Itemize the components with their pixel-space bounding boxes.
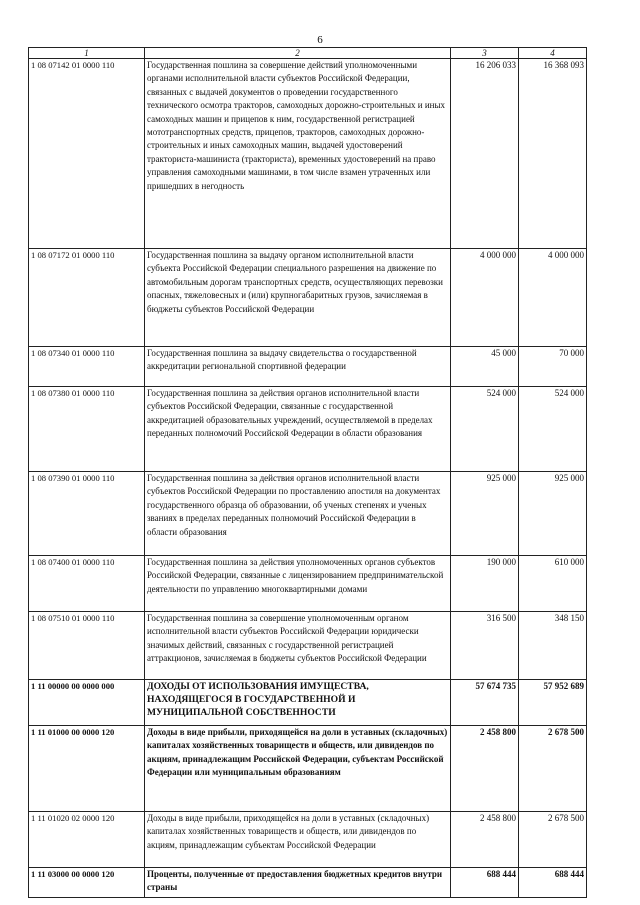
table-row [29,249,587,347]
table-row [29,726,587,812]
row-amount-2018: 524 000 [451,387,519,472]
row-code: 1 08 07400 01 0000 110 [29,556,145,612]
row-description: Государственная пошлина за совершение действий уполномоченными органами исполнительной власти субъектов Российской Федерации, связанных с выдачей документов о проведении государственного технического осмотра тракторов, самоходных дорожно-строительных и иных самоходных машин и прицепов к ним, государственной регистрацией мототранспортных средств, прицепов, тракторов, самоходных дорожно-строительных и иных самоходных машин, выдачей удостоверений тракториста-машиниста (тракториста), временных удостоверений на право управления самоходными машинами, в том числе взамен утраченных или пришедших в негодность [145,59,451,249]
row-code: 1 08 07142 01 0000 110 [29,59,145,249]
row-code: 1 11 03000 00 0000 120 [29,868,145,898]
row-amount-2019: 610 000 [519,556,587,612]
header-row [29,48,587,59]
row-amount-2019: 4 000 000 [519,249,587,347]
table-row [29,387,587,472]
row-description: Государственная пошлина за совершение уполномоченным органом исполнительной власти субъектов Российской Федерации юридически значимых действий, связанных с государственной регистрацией аттракционов, зачисляемая в бюджеты субъектов Российской Федерации [145,612,451,680]
row-amount-2018: 925 000 [451,472,519,556]
row-description: Доходы в виде прибыли, приходящейся на доли в уставных (складочных) капиталах хозяйственных товариществ и обществ, или дивидендов по акциям, принадлежащим Российской Федерации, субъектам Российской Федерации или муниципальным образованиям [145,726,451,812]
page-number: 6 [317,34,323,46]
row-description: Государственная пошлина за выдачу органом исполнительной власти субъекта Российской Федерации специального разрешения на движение по автомобильным дорогам транспортных средств, осуществляющих перевозки опасных, тяжеловесных и (или) крупногабаритных грузов, зачисляемая в бюджеты субъектов Российской Федерации [145,249,451,347]
row-code: 1 08 07340 01 0000 110 [29,347,145,387]
row-amount-2019: 2 678 500 [519,812,587,868]
row-amount-2019: 70 000 [519,347,587,387]
table-row [29,868,587,898]
table-row [29,812,587,868]
row-amount-2018: 57 674 735 [451,680,519,726]
row-code: 1 08 07390 01 0000 110 [29,472,145,556]
row-description: Государственная пошлина за действия уполномоченных органов субъектов Российской Федерации, связанные с лицензированием предпринимательской деятельности по управлению многоквартирными домами [145,556,451,612]
row-description: Государственная пошлина за выдачу свидетельства о государственной аккредитации региональной спортивной федерации [145,347,451,387]
row-description: Проценты, полученные от предоставления бюджетных кредитов внутри страны [145,868,451,898]
row-description: Государственная пошлина за действия органов исполнительной власти субъектов Российской Федерации, связанные с государственной аккредитацией образовательных учреждений, осуществляемой в пределах переданных полномочий Российской Федерации в области образования [145,387,451,472]
row-amount-2018: 4 000 000 [451,249,519,347]
row-amount-2019: 925 000 [519,472,587,556]
column-number-1: 1 [29,48,145,59]
row-amount-2018: 16 206 033 [451,59,519,249]
table-row [29,347,587,387]
row-code: 1 08 07172 01 0000 110 [29,249,145,347]
revenue-table [28,47,587,898]
column-number-2: 2 [145,48,451,59]
row-code: 1 11 00000 00 0000 000 [29,680,145,726]
table-row [29,472,587,556]
table-row [29,680,587,726]
row-amount-2018: 316 500 [451,612,519,680]
row-amount-2018: 2 458 800 [451,726,519,812]
row-amount-2019: 688 444 [519,868,587,898]
table-row [29,556,587,612]
row-amount-2019: 2 678 500 [519,726,587,812]
column-number-3: 3 [451,48,519,59]
table-row [29,59,587,249]
row-code: 1 08 07510 01 0000 110 [29,612,145,680]
column-number-4: 4 [519,48,587,59]
row-amount-2019: 524 000 [519,387,587,472]
row-amount-2018: 2 458 800 [451,812,519,868]
row-code: 1 08 07380 01 0000 110 [29,387,145,472]
row-description: ДОХОДЫ ОТ ИСПОЛЬЗОВАНИЯ ИМУЩЕСТВА, НАХОДЯЩЕГОСЯ В ГОСУДАРСТВЕННОЙ И МУНИЦИПАЛЬНОЙ СОБСТВЕННОСТИ [145,680,451,726]
row-amount-2019: 57 952 689 [519,680,587,726]
row-code: 1 11 01020 02 0000 120 [29,812,145,868]
row-amount-2018: 45 000 [451,347,519,387]
row-amount-2019: 16 368 093 [519,59,587,249]
row-description: Государственная пошлина за действия органов исполнительной власти субъектов Российской Федерации по проставлению апостиля на документах государственного образца об образовании, об ученых степенях и ученых званиях в пределах переданных полномочий Российской Федерации в области образования [145,472,451,556]
row-amount-2019: 348 150 [519,612,587,680]
row-amount-2018: 190 000 [451,556,519,612]
row-description: Доходы в виде прибыли, приходящейся на доли в уставных (складочных) капиталах хозяйственных товариществ и обществ, или дивидендов по акциям, принадлежащим субъектам Российской Федерации [145,812,451,868]
table-row [29,612,587,680]
row-amount-2018: 688 444 [451,868,519,898]
row-code: 1 11 01000 00 0000 120 [29,726,145,812]
